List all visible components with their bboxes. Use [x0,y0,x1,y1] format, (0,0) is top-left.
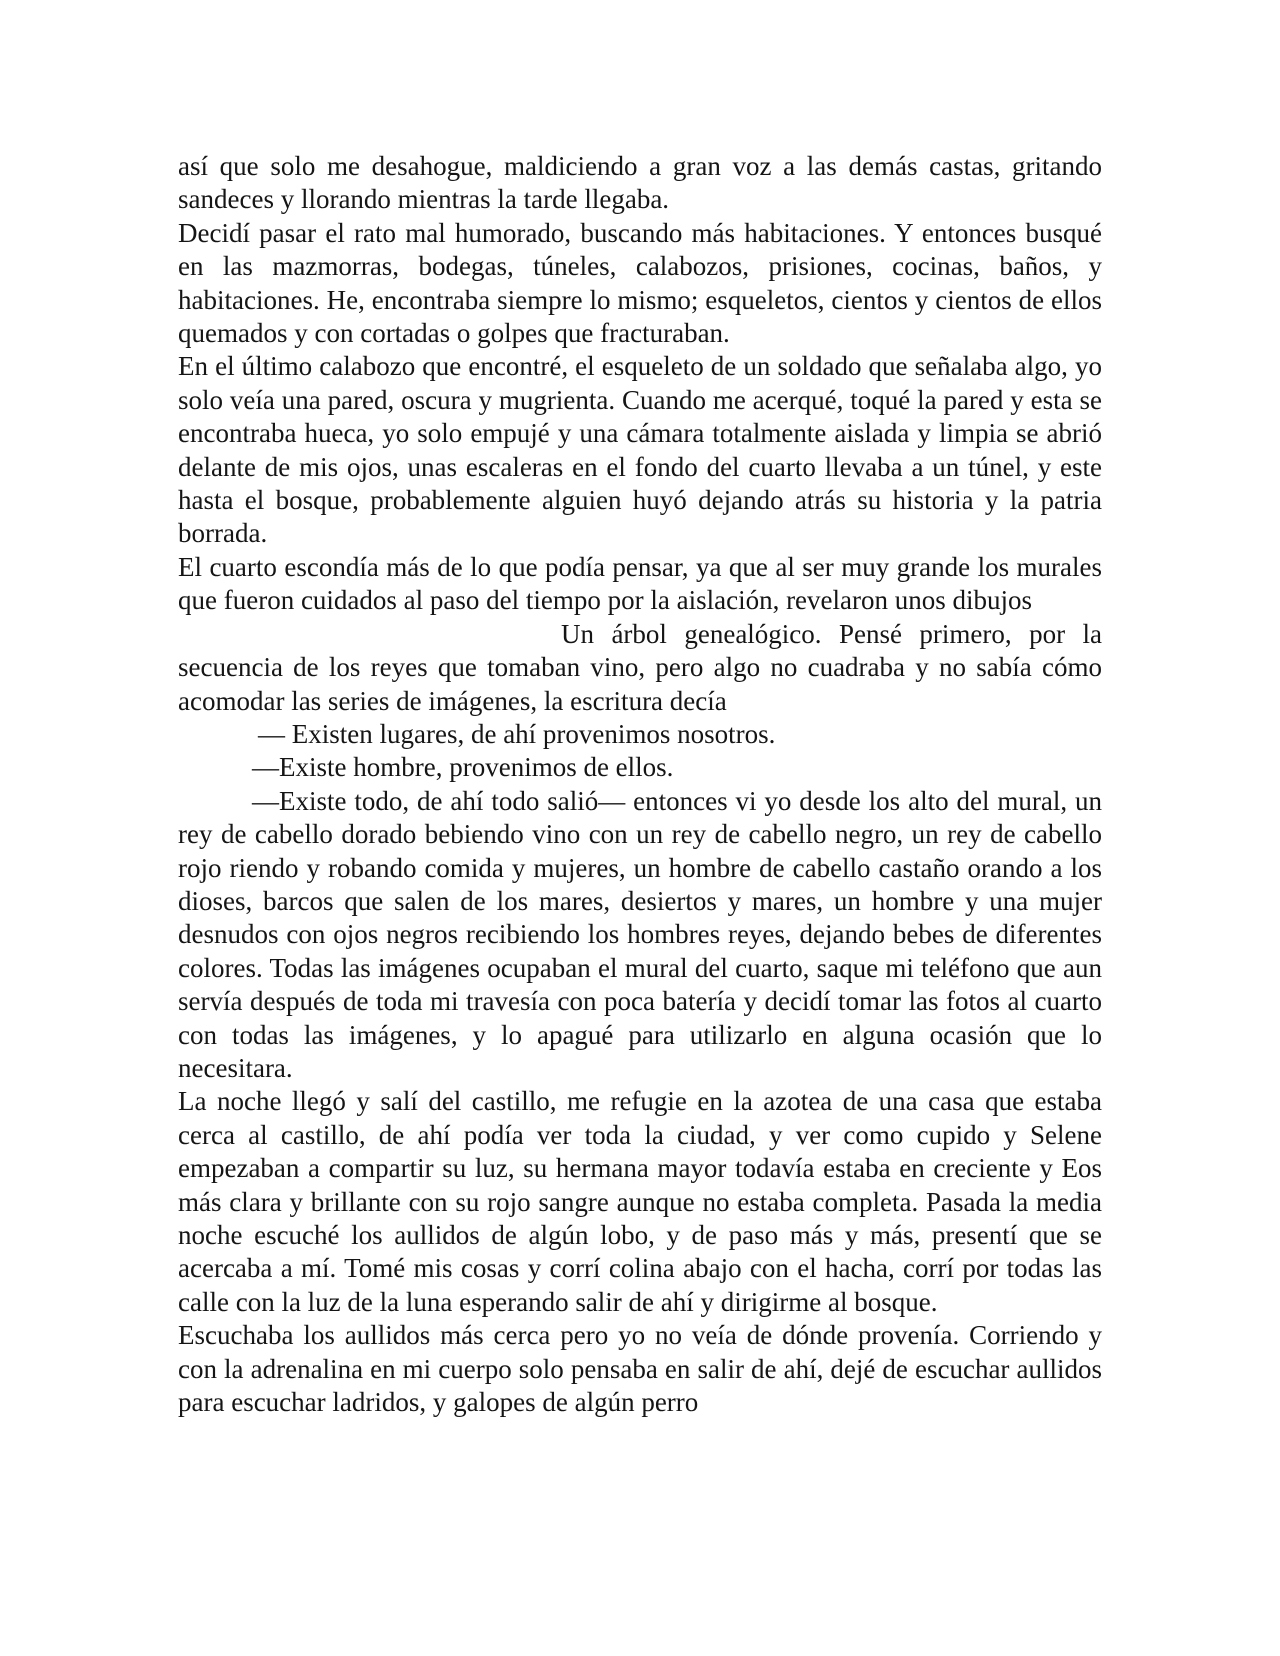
paragraph-3: En el último calabozo que encontré, el esqueleto de un soldado que señalaba algo, yo solo veía una pared, oscura y mugrienta. Cuando me acerqué, toqué la pared y esta se encontraba hueca, yo solo empujé y una cámara totalmente aislada y limpia se abrió delante de mis ojos, unas escaleras en el fondo del cuarto llevaba a un túnel, y este hasta el bosque, probablemente alguien huyó dejando atrás su historia y la patria borrada. [178,351,1102,549]
dialogue-line-2: —Existe hombre, provenimos de ellos. [252,752,674,783]
paragraph-1: así que solo me desahogue, maldiciendo a gran voz a las demás castas, gritando sandeces y llorando mientras la tarde llegaba. [178,151,1102,215]
document-page [178,150,1102,1419]
paragraph-2: Decidí pasar el rato mal humorado, buscando más habitaciones. Y entonces busqué en las mazmorras, bodegas, túneles, calabozos, prisiones, cocinas, baños, y habitaciones. He, encontraba siempre lo mismo; esqueletos, cientos y cientos de ellos quemados y con cortadas o golpes que fracturaban. [178,217,1102,349]
dialogue-line-3: —Existe todo, de ahí todo salió— entonces vi yo desde los alto del mural, un rey de cabello dorado bebiendo vino con un rey de cabello negro, un rey de cabello rojo riendo y robando comida y mujeres, un hombre de cabello castaño orando a los dioses, barcos que salen de los mares, desiertos y mares, un hombre y una mujer desnudos con ojos negros recibiendo los hombres reyes, dejando bebes de diferentes colores. Todas las imágenes ocupaban el mural del cuarto, saque mi teléfono que aun servía después de toda mi travesía con poca batería y decidí tomar las fotos al cuarto con todas las imágenes, y lo apagué para utilizarlo en alguna ocasión que lo necesitara. [178,785,1102,1083]
paragraph-4: El cuarto escondía más de lo que podía pensar, ya que al ser muy grande los murales que fueron cuidados al paso del tiempo por la aislación, revelaron unos dibujos [178,551,1102,616]
dialogue-line-1: — Existen lugares, de ahí provenimos nosotros. [258,718,776,749]
paragraph-7: Escuchaba los aullidos más cerca pero yo no veía de dónde provenía. Corriendo y con la adrenalina en mi cuerpo solo pensaba en salir de ahí, dejé de escuchar aullidos para escuchar ladridos, y galopes de algún perro [178,1320,1102,1418]
paragraph-6: La noche llegó y salí del castillo, me refugie en la azotea de una casa que estaba cerca al castillo, de ahí podía ver toda la ciudad, y ver como cupido y Selene empezaban a compartir su luz, su hermana mayor todavía estaba en creciente y Eos más clara y brillante con su rojo sangre aunque no estaba completa. Pasada la media noche escuché los aullidos de algún lobo, y de paso más y más, presentí que se acercaba a mí. Tomé mis cosas y corrí colina abajo con el hacha, corrí por todas las calle con la luz de la luna esperando salir de ahí y dirigirme al bosque. [178,1086,1102,1317]
paragraph-5: Un árbol genealógico. Pensé primero, por la secuencia de los reyes que tomaban vino, pero algo no cuadraba y no sabía cómo acomodar las series de imágenes, la escritura decía [178,618,1102,716]
